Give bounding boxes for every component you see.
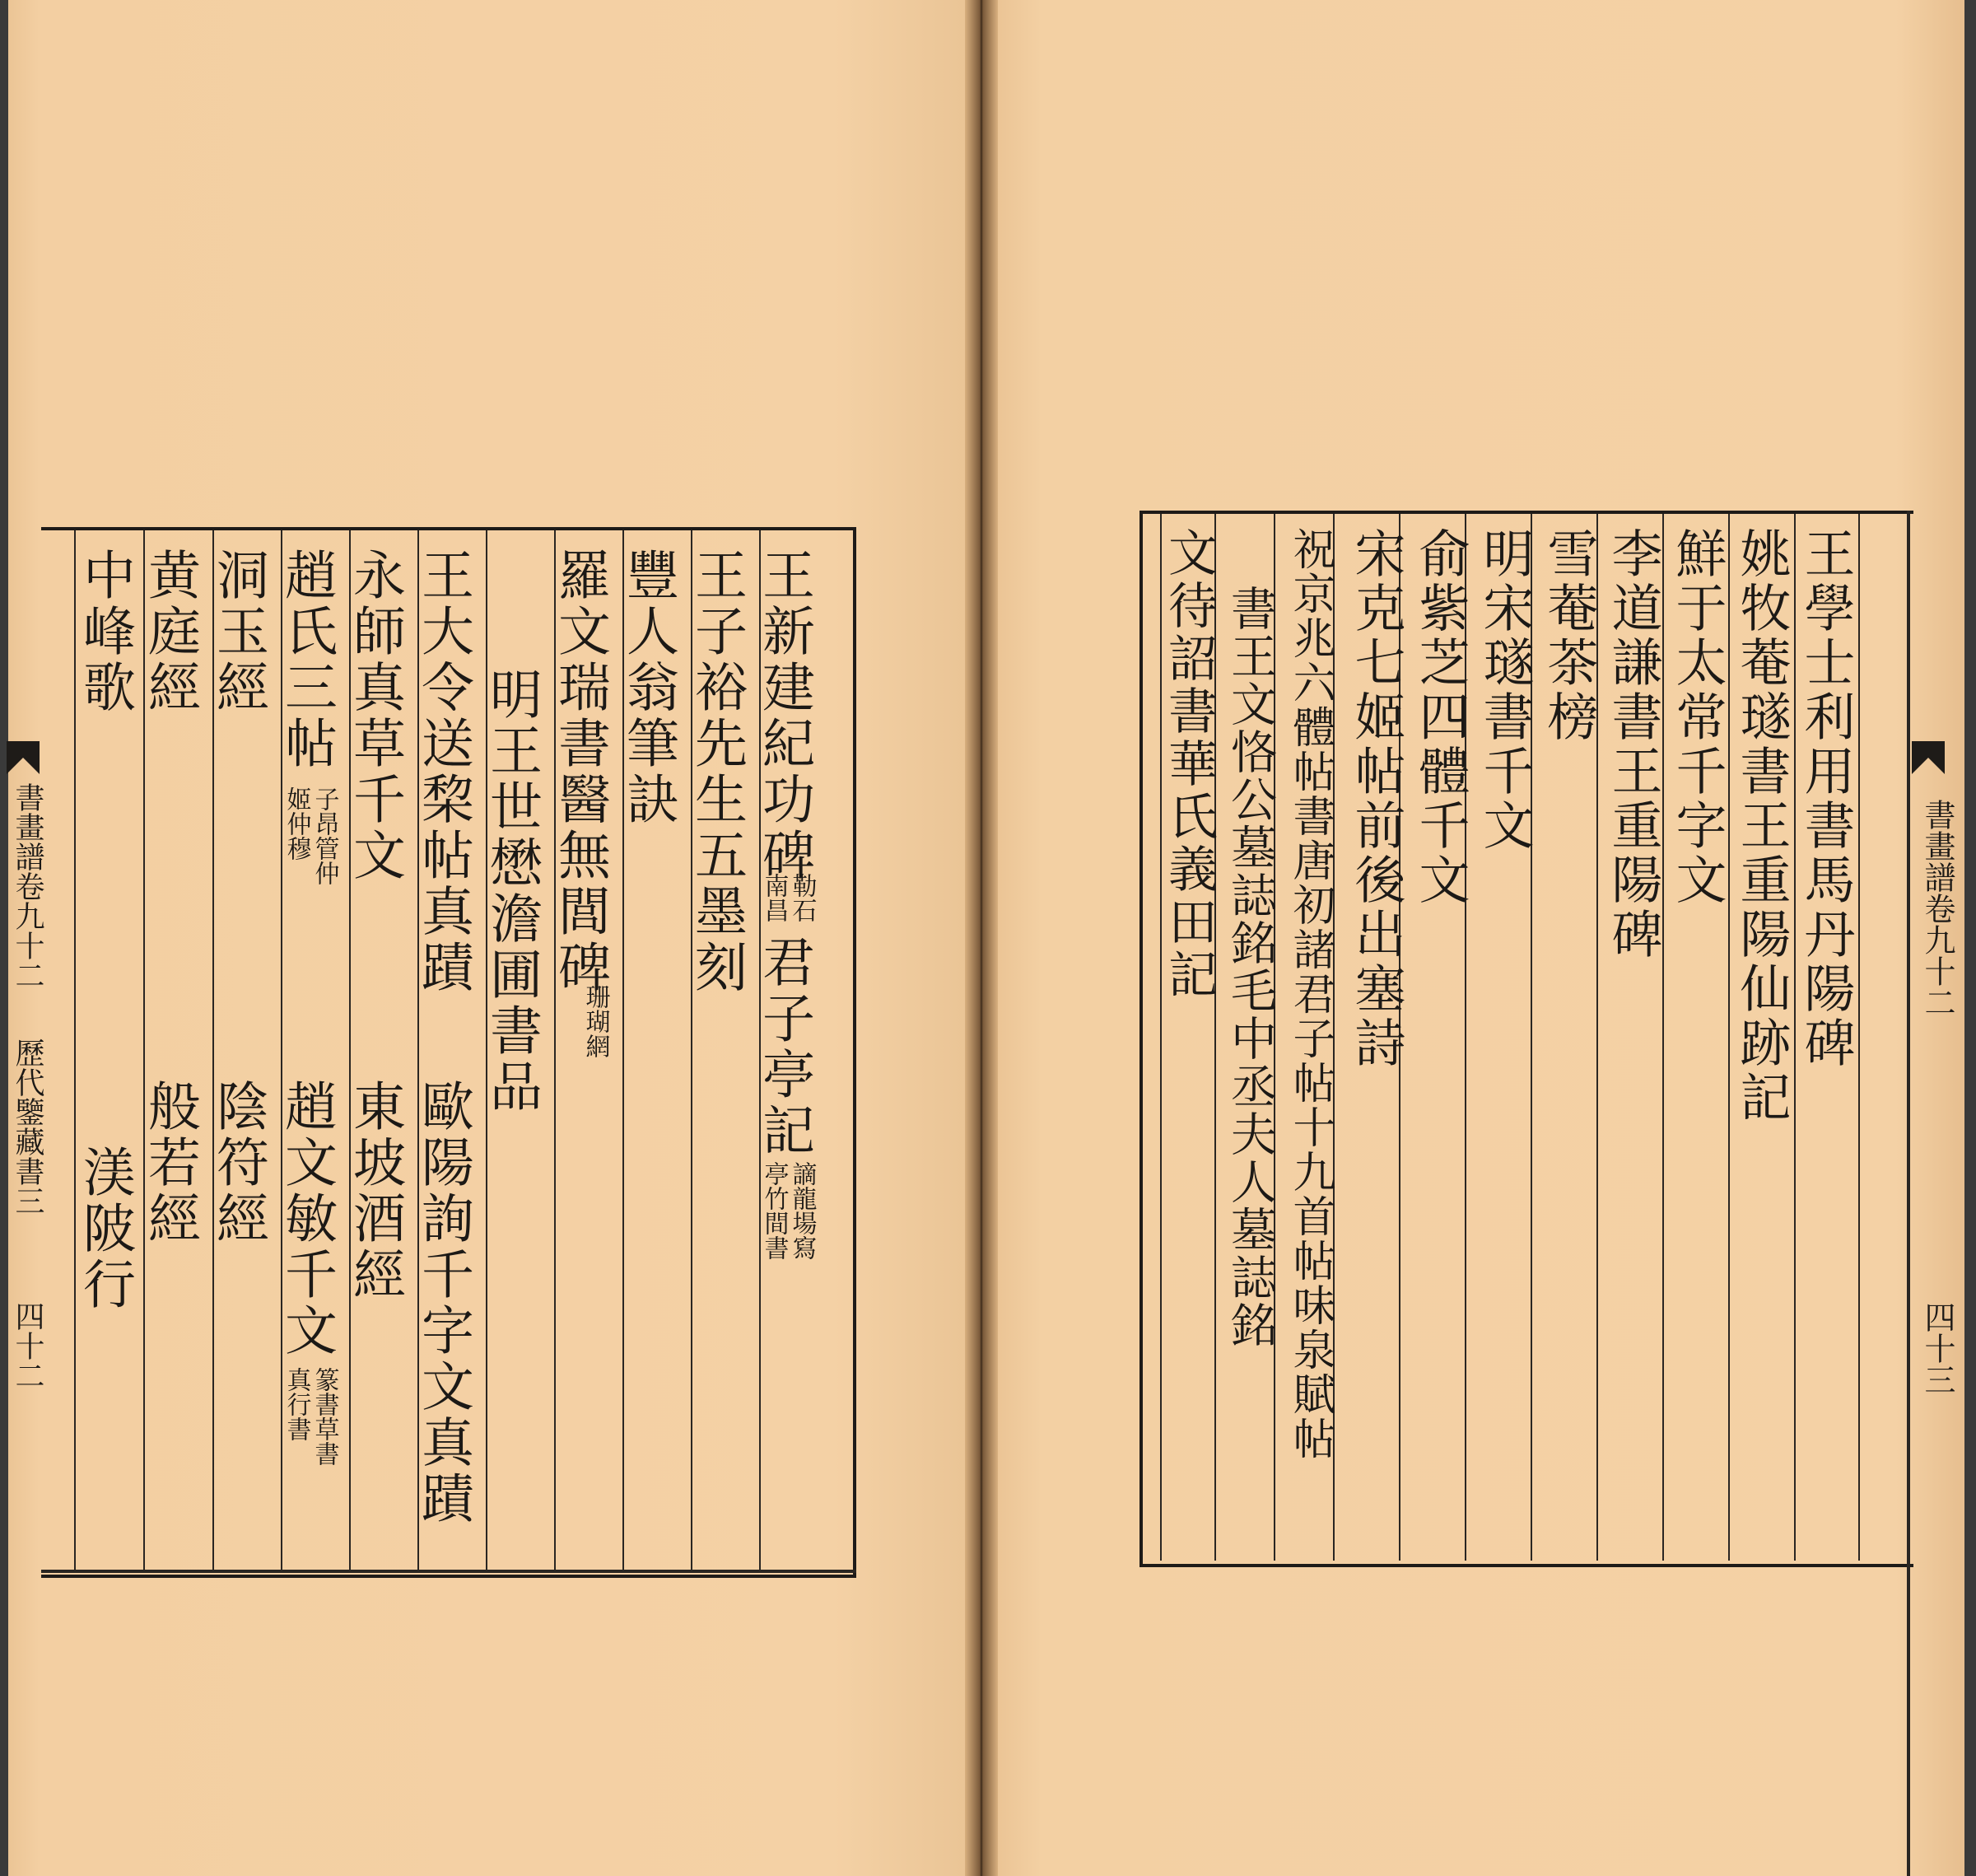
right-margin-title: 書畫譜卷九十二	[1919, 799, 1955, 1018]
right-col-2: 姚牧菴璲書王重陽仙跡記	[1731, 527, 1792, 1125]
left-col-1: 王新建紀功碑	[753, 548, 814, 884]
left-col-1-note-d: 亭竹間書	[759, 1161, 789, 1260]
left-col-7: 永師真草千文	[344, 548, 405, 884]
left-col-1-part-2: 君子亭記	[753, 935, 814, 1159]
left-margin-title: 書畫譜卷九十二	[11, 782, 44, 990]
left-col-2: 王子裕先生五墨刻	[686, 548, 747, 996]
left-col-11: 中峰歌	[74, 548, 135, 716]
right-col-10: 書王文恪公墓誌銘毛中丞夫人墓誌銘	[1223, 585, 1277, 1349]
left-col-8-note-d: 真行書	[282, 1367, 311, 1441]
left-col-11-part-2: 渼陂行	[74, 1145, 135, 1313]
right-col-3: 鮮于太常千字文	[1667, 527, 1727, 908]
left-col-4-note: 珊瑚網	[580, 984, 610, 1058]
right-col-4: 李道謙書王重陽碑	[1603, 527, 1663, 962]
left-margin-section: 歷代鑒藏書三	[11, 1038, 44, 1216]
left-col-6: 王大令送棃帖真蹟	[412, 548, 473, 996]
left-col-10: 黄庭經	[139, 548, 200, 716]
left-margin-page: 四十二	[11, 1301, 44, 1390]
left-col-1-note-a: 勒石	[787, 873, 817, 922]
left-col-3: 豐人翁筆訣	[618, 548, 678, 828]
left-col-4: 羅文瑞書醫無閭碑	[549, 548, 610, 996]
right-col-9: 祝京兆六體帖書唐初諸君子帖十九首帖味泉賦帖	[1285, 527, 1335, 1461]
left-col-9: 洞玉經	[207, 548, 268, 716]
right-col-6: 明宋璲書千文	[1475, 527, 1535, 853]
right-col-11: 文待詔書華氏義田記	[1160, 527, 1218, 1001]
left-col-7-part-2: 東坡酒經	[344, 1079, 405, 1303]
book-gutter	[965, 0, 998, 1876]
right-margin-page: 四十三	[1919, 1301, 1955, 1395]
background-edge-right	[1964, 0, 1976, 1876]
left-col-8-note-b: 姬仲穆	[282, 786, 311, 861]
left-col-5: 明王世懋澹圃書品	[481, 667, 542, 1115]
right-col-5: 雪菴茶榜	[1539, 527, 1599, 744]
left-col-8-part-2: 趙文敏千文	[276, 1079, 337, 1359]
left-col-8-note-c: 篆書草書	[310, 1367, 339, 1466]
right-col-1: 王學士利用書馬丹陽碑	[1796, 527, 1856, 1071]
left-col-8-note-a: 子昂管仲	[310, 786, 339, 885]
left-fish-tail-mark	[7, 741, 40, 791]
left-col-1-note-c: 謫龍場寫	[787, 1161, 817, 1260]
right-col-8: 宋克七姬帖前後出塞詩	[1346, 527, 1406, 1071]
left-col-1-note-b: 南昌	[759, 873, 789, 922]
right-fish-tail-mark	[1912, 741, 1945, 791]
left-col-8: 趙氏三帖	[276, 548, 337, 772]
left-col-9-part-2: 陰符經	[207, 1079, 268, 1247]
left-col-10-part-2: 般若經	[139, 1079, 200, 1247]
right-col-7: 俞紫芝四體千文	[1410, 527, 1470, 908]
left-col-6-part-2: 歐陽詢千字文真蹟	[412, 1079, 473, 1527]
